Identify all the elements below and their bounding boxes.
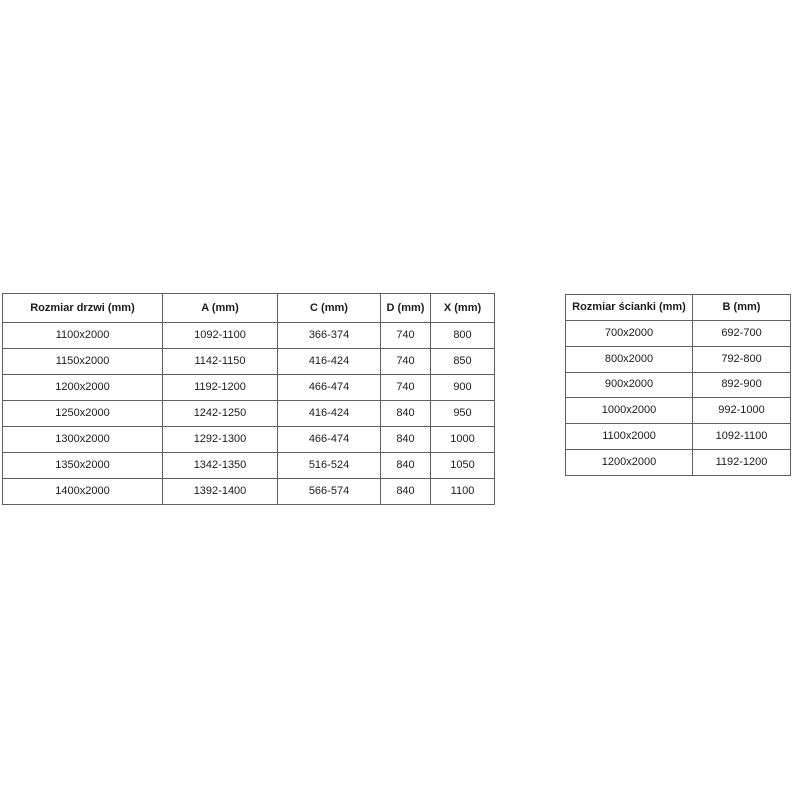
table-cell: 800x2000: [566, 346, 693, 372]
wall-sizes-table-body: [566, 321, 791, 476]
table-cell: 1292-1300: [163, 427, 278, 453]
table-cell: 840: [381, 479, 431, 505]
door-sizes-table: [2, 293, 495, 505]
table-cell: 1392-1400: [163, 479, 278, 505]
table-cell: 516-524: [278, 453, 381, 479]
table-cell: 466-474: [278, 375, 381, 401]
table-cell: 740: [381, 375, 431, 401]
table-row: [566, 346, 791, 372]
table-row: [3, 401, 495, 427]
table-cell: 1200x2000: [566, 449, 693, 475]
table-row: [566, 321, 791, 347]
table-cell: 1192-1200: [693, 449, 791, 475]
table-cell: 840: [381, 401, 431, 427]
table-row: [566, 424, 791, 450]
table-row: [3, 349, 495, 375]
table-row: [3, 375, 495, 401]
table-cell: 800: [431, 323, 495, 349]
table-cell: 416-424: [278, 349, 381, 375]
table-cell: 566-574: [278, 479, 381, 505]
table-cell: 992-1000: [693, 398, 791, 424]
table-header-row: [3, 294, 495, 323]
table-row: [3, 427, 495, 453]
table-cell: 900: [431, 375, 495, 401]
column-header: A (mm): [163, 294, 278, 323]
table-cell: 840: [381, 453, 431, 479]
table-cell: 366-374: [278, 323, 381, 349]
table-cell: 1200x2000: [3, 375, 163, 401]
table-cell: 740: [381, 349, 431, 375]
table-cell: 792-800: [693, 346, 791, 372]
table-cell: 1100: [431, 479, 495, 505]
table-cell: 900x2000: [566, 372, 693, 398]
column-header: C (mm): [278, 294, 381, 323]
table-cell: 850: [431, 349, 495, 375]
table-cell: 1350x2000: [3, 453, 163, 479]
wall-sizes-table-header: [566, 295, 791, 321]
table-cell: 1342-1350: [163, 453, 278, 479]
column-header: Rozmiar drzwi (mm): [3, 294, 163, 323]
table-cell: 416-424: [278, 401, 381, 427]
table-row: [566, 449, 791, 475]
table-cell: 1092-1100: [163, 323, 278, 349]
table-cell: 1050: [431, 453, 495, 479]
table-cell: 700x2000: [566, 321, 693, 347]
column-header: B (mm): [693, 295, 791, 321]
table-cell: 1150x2000: [3, 349, 163, 375]
table-cell: 1142-1150: [163, 349, 278, 375]
table-cell: 1000x2000: [566, 398, 693, 424]
column-header: D (mm): [381, 294, 431, 323]
table-cell: 1400x2000: [3, 479, 163, 505]
table-cell: 1192-1200: [163, 375, 278, 401]
door-sizes-table-body: [3, 323, 495, 505]
table-cell: 1100x2000: [566, 424, 693, 450]
column-header: X (mm): [431, 294, 495, 323]
table-cell: 950: [431, 401, 495, 427]
table-cell: 1242-1250: [163, 401, 278, 427]
table-row: [566, 372, 791, 398]
table-cell: 1100x2000: [3, 323, 163, 349]
table-cell: 840: [381, 427, 431, 453]
table-row: [3, 479, 495, 505]
table-cell: 692-700: [693, 321, 791, 347]
table-row: [566, 398, 791, 424]
column-header: Rozmiar ścianki (mm): [566, 295, 693, 321]
table-header-row: [566, 295, 791, 321]
table-row: [3, 453, 495, 479]
table-cell: 1000: [431, 427, 495, 453]
table-cell: 1092-1100: [693, 424, 791, 450]
table-cell: 1250x2000: [3, 401, 163, 427]
wall-sizes-table: [565, 294, 791, 476]
table-row: [3, 323, 495, 349]
table-cell: 466-474: [278, 427, 381, 453]
door-sizes-table-header: [3, 294, 495, 323]
table-cell: 1300x2000: [3, 427, 163, 453]
table-cell: 892-900: [693, 372, 791, 398]
table-cell: 740: [381, 323, 431, 349]
